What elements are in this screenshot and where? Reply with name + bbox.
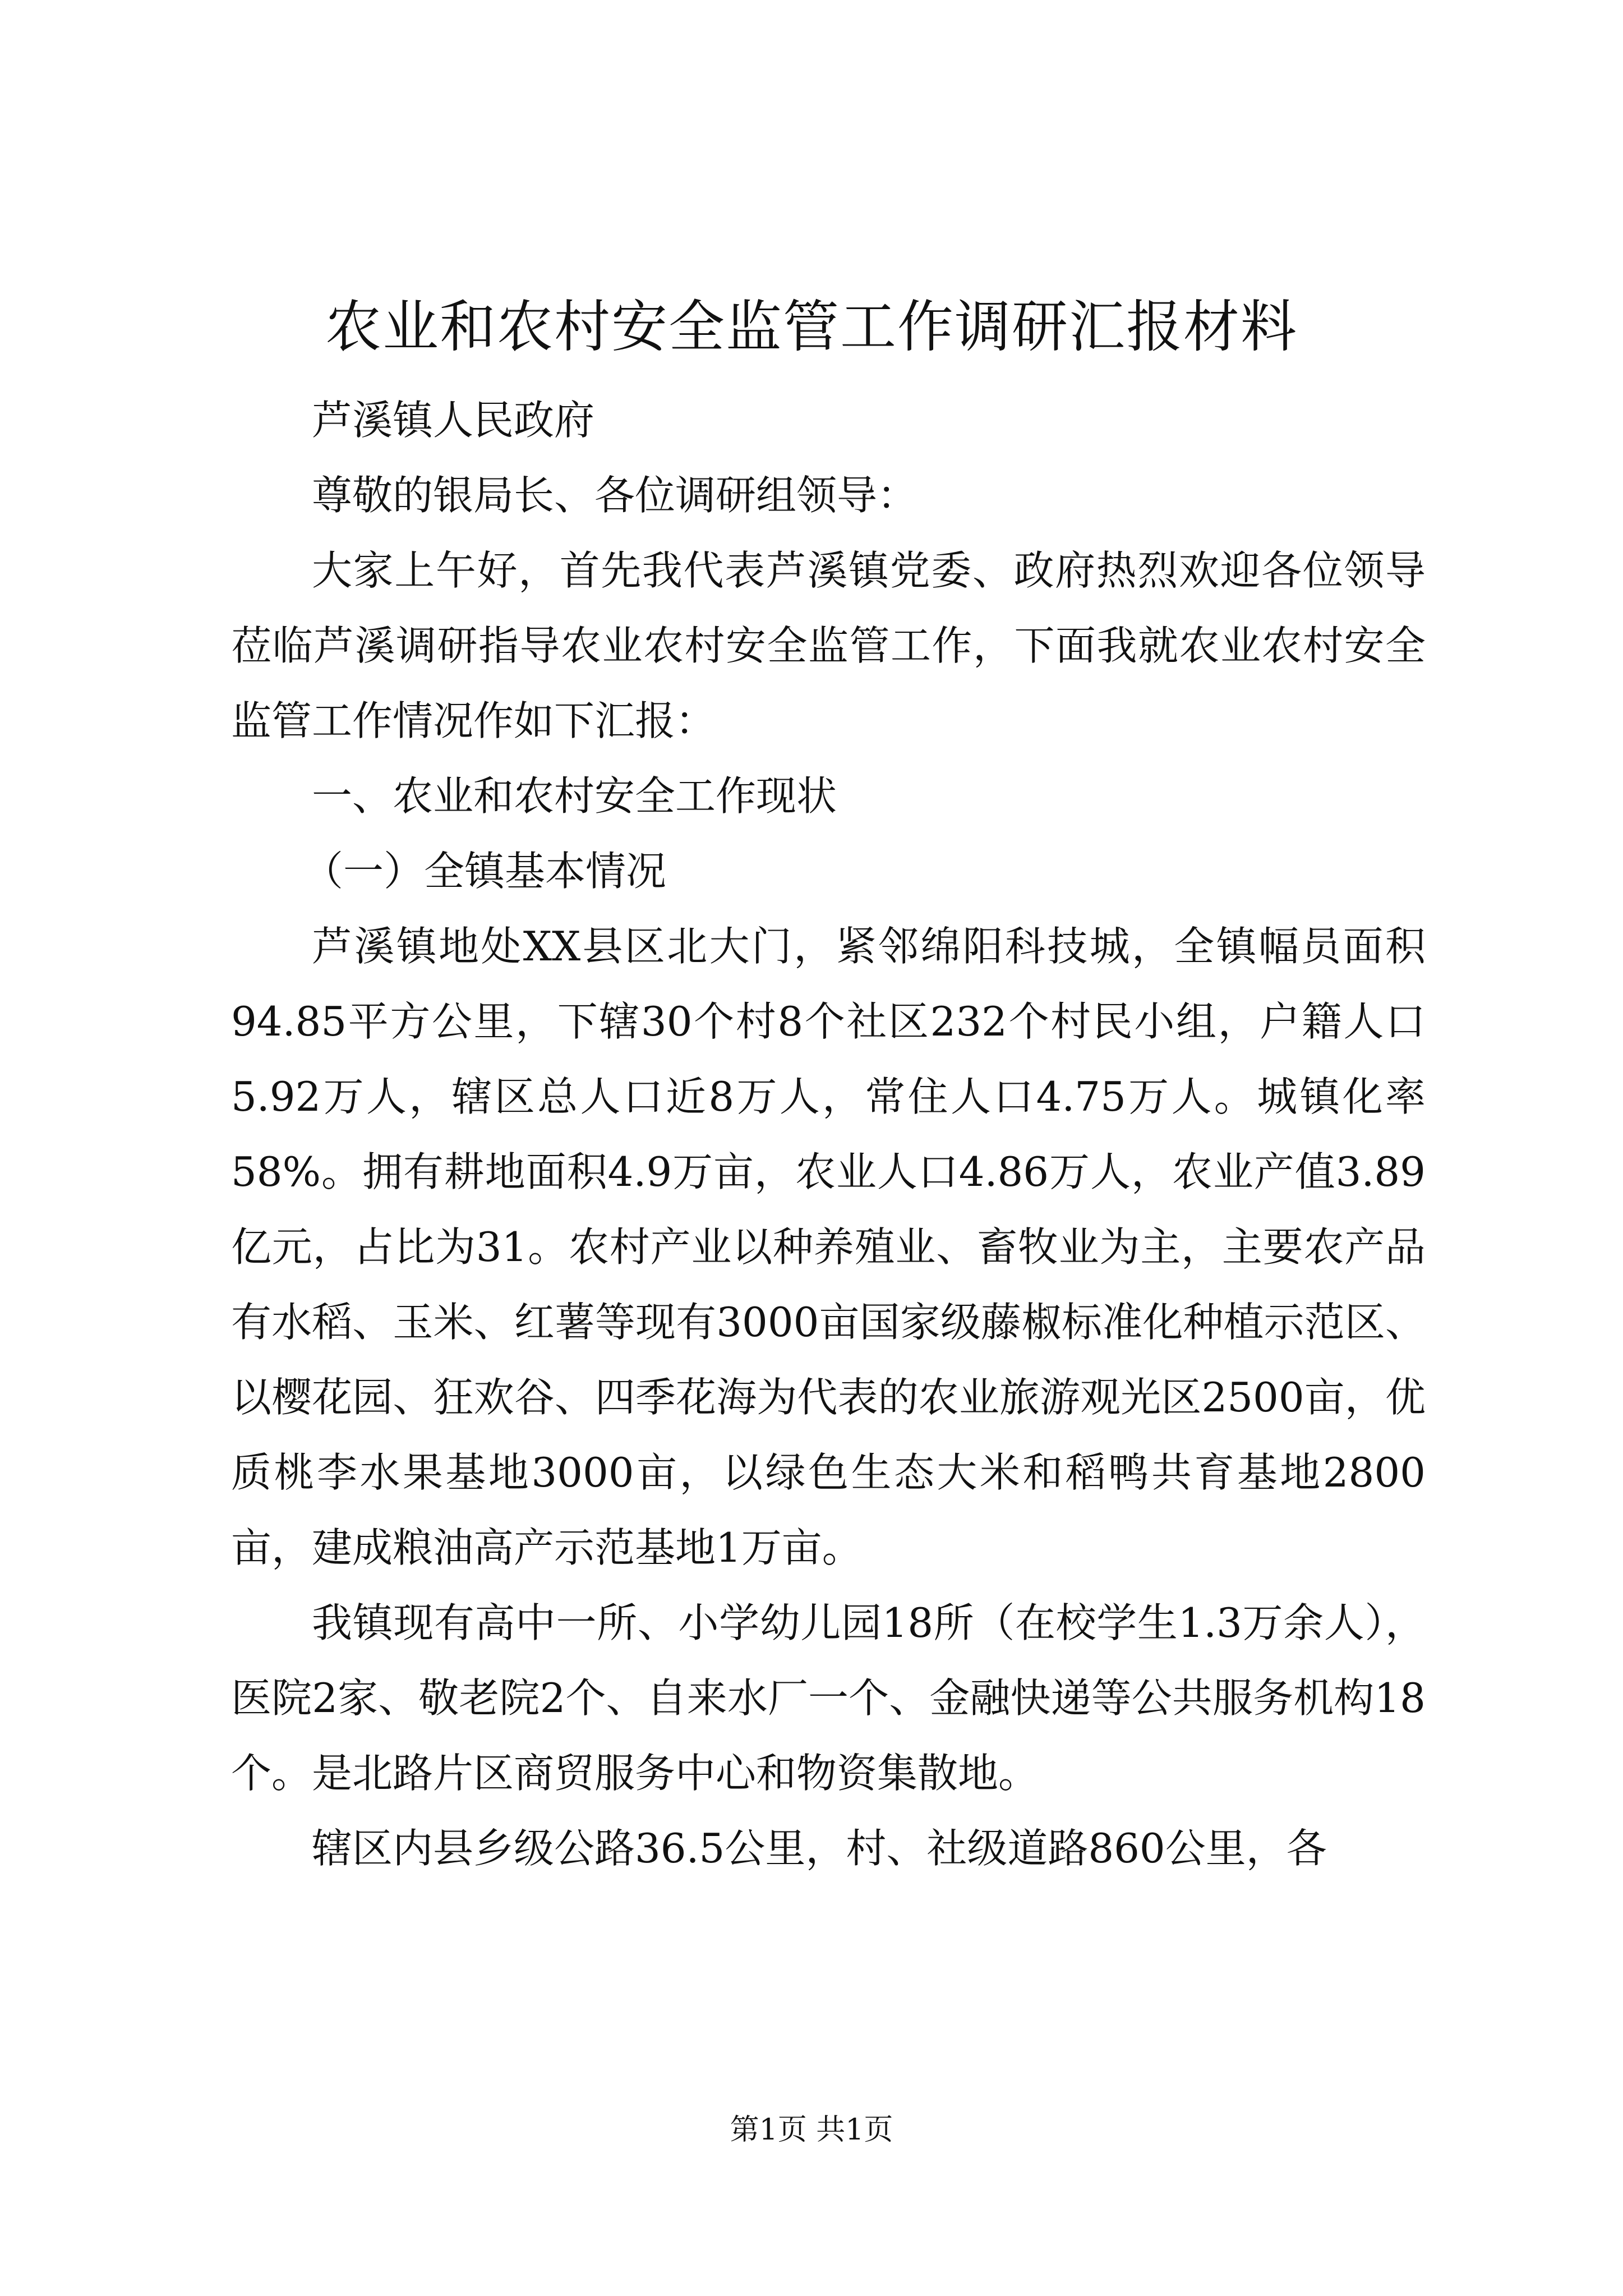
public-services-paragraph: 我镇现有高中一所、小学幼儿园18所（在校学生1.3万余人），医院2家、敬老院2个、自来水厂一个、金融快递等公共服务机构18个。是北路片区商贸服务中心和物资集散地。 [231, 1599, 1426, 1797]
salutation: 尊敬的银局长、各位调研组领导： [312, 472, 918, 519]
document-title: 农业和农村安全监管工作调研汇报材料 [325, 294, 1298, 360]
roads-paragraph: 辖区内县乡级公路36.5公里，村、社级道路860公里，各 [312, 1825, 1327, 1872]
town-overview-paragraph: 芦溪镇地处XX县区北大门，紧邻绵阳科技城，全镇幅员面积94.85平方公里，下辖30个村8个社区232个村民小组，户籍人口5.92万人，辖区总人口近8万人，常住人口4.75万人。城镇化率58%。拥有耕地面积4.9万亩，农业人口4.86万人，农业产值3.89亿元，占比为31。农村产业以种养殖业、畜牧业为主，主要农产品有水稻、玉米、红薯等现有3000亩国家级藤椒标准化种植示范区、以樱花园、狂欢谷、四季花海为代表的农业旅游观光区2500亩，优质桃李水果基地3000亩，以绿色生态大米和稻鸭共育基地2800亩，建成粮油高产示范基地1万亩。 [231, 923, 1426, 1571]
author-line: 芦溪镇人民政府 [312, 397, 595, 444]
opening-paragraph: 大家上午好，首先我代表芦溪镇党委、政府热烈欢迎各位领导莅临芦溪调研指导农业农村安全监管工作，下面我就农业农村安全监管工作情况作如下汇报： [231, 547, 1426, 744]
document-body [231, 383, 1426, 1886]
page-number-footer: 第1页 共1页 [730, 2113, 893, 2147]
section-heading: 一、农业和农村安全工作现状 [312, 772, 837, 820]
subsection-heading: （一）全镇基本情况 [303, 848, 667, 895]
